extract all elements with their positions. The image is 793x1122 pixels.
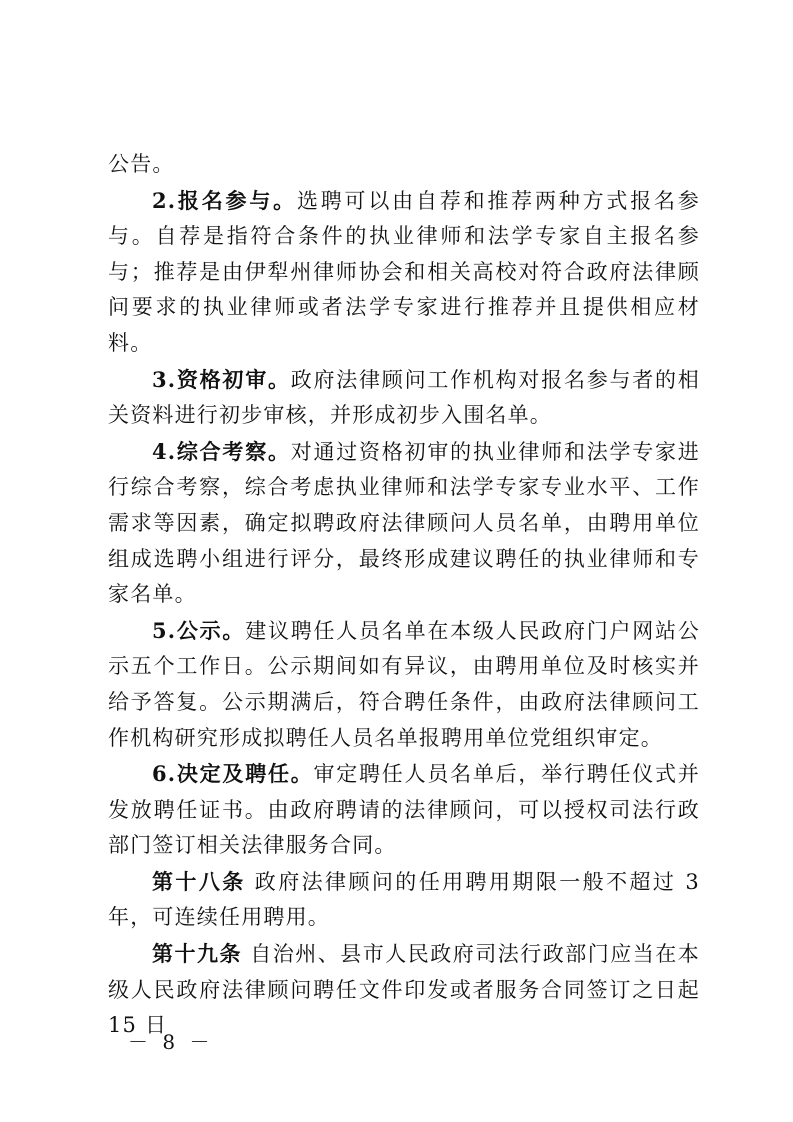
paragraph-text: 选聘可以由自荐和推荐两种方式报名参与。自荐是指符合条件的执业律师和法学专家自主报名参与；推荐是由伊犁州律师协会和相关高校对符合政府法律顾问要求的执业律师或者法学专家进行推荐并且提供相应材料。 bbox=[108, 188, 700, 355]
paragraph-5 bbox=[108, 756, 700, 864]
paragraph-head: 6.决定及聘任。 bbox=[152, 761, 314, 787]
paragraph-text: 对通过资格初审的执业律师和法学专家进行综合考察，综合考虑执业律师和法学专家专业水平、工作需求等因素，确定拟聘政府法律顾问人员名单，由聘用单位组成选聘小组进行评分，最终形成建议聘任的执业律师和专家名单。 bbox=[108, 439, 700, 607]
paragraph-head: 第十九条 bbox=[152, 941, 243, 967]
page-number: － 8 － bbox=[128, 1030, 214, 1054]
paragraph-text: 政府法律顾问的任用聘用期限一般不超过 3 年，可连续任用聘用。 bbox=[108, 869, 700, 930]
paragraph-text: 自治州、县市人民政府司法行政部门应当在本级人民政府法律顾问聘任文件印发或者服务合同签订之日起 15 日 bbox=[108, 942, 700, 1038]
paragraph-text: 政府法律顾问工作机构对报名参与者的相关资料进行初步审核，并形成初步入围名单。 bbox=[108, 367, 700, 428]
paragraph-head: 2.报名参与。 bbox=[152, 187, 297, 213]
paragraph-text: 公告。 bbox=[108, 152, 175, 176]
paragraph-4 bbox=[108, 613, 700, 756]
paragraph-2 bbox=[108, 362, 700, 434]
paragraph-head: 3.资格初审。 bbox=[152, 366, 291, 392]
paragraph-head: 4.综合考察。 bbox=[152, 438, 291, 464]
paragraph-text: 建议聘任人员名单在本级人民政府门户网站公示五个工作日。公示期间如有异议，由聘用单位及时核实并给予答复。公示期满后，符合聘任条件，由政府法律顾问工作机构研究形成拟聘任人员名单报聘用单位党组织审定。 bbox=[108, 618, 700, 750]
paragraph-3 bbox=[108, 434, 700, 613]
paragraph-head: 第十八条 bbox=[152, 868, 246, 894]
paragraph-6 bbox=[108, 864, 700, 936]
paragraph-head: 5.公示。 bbox=[152, 617, 246, 643]
paragraph-1 bbox=[108, 183, 700, 362]
document-body bbox=[108, 146, 700, 1044]
paragraph-text: 审定聘任人员名单后，举行聘任仪式并发放聘任证书。由政府聘请的法律顾问，可以授权司法行政部门签订相关法律服务合同。 bbox=[108, 762, 700, 858]
paragraph-0 bbox=[108, 146, 700, 183]
